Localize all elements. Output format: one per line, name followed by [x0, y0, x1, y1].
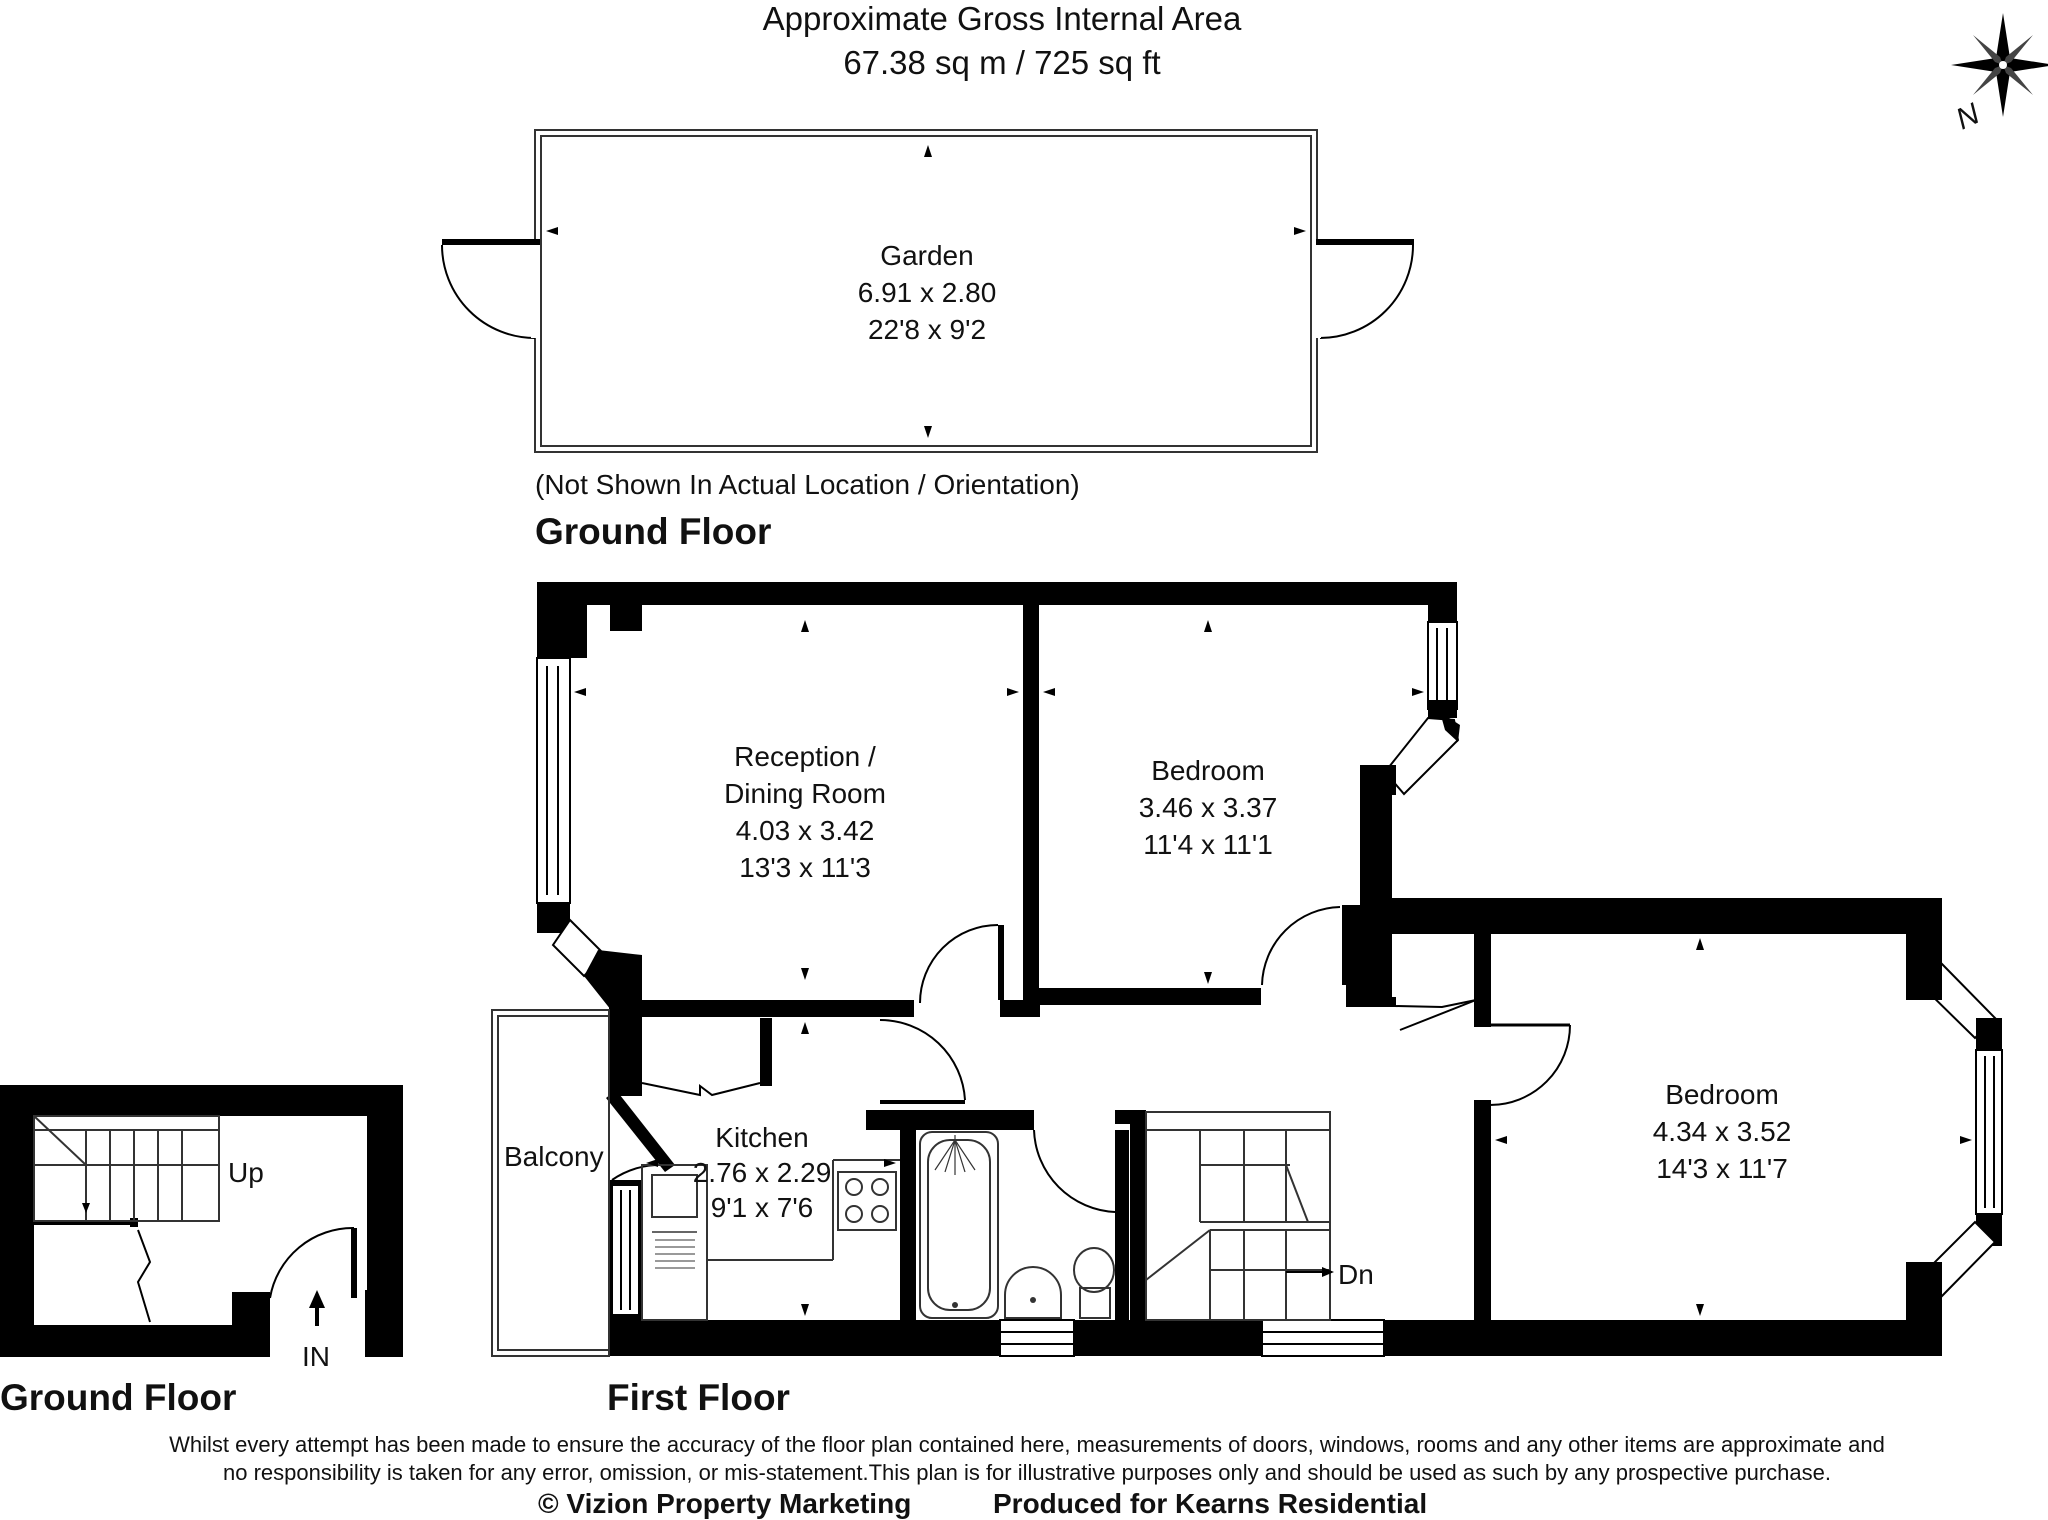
produced-for-text: Produced for Kearns Residential [993, 1488, 1428, 1519]
bedroom2-name: Bedroom [1665, 1079, 1779, 1110]
bedroom2-imperial: 14'3 x 11'7 [1656, 1153, 1788, 1184]
disclaimer-line1: Whilst every attempt has been made to ensure the accuracy of the floor plan contained here, measurements of doors, windows, rooms and any other items are approximate and [169, 1432, 1885, 1457]
first-floor-down-label: Dn [1338, 1259, 1374, 1290]
bedroom1-metric: 3.46 x 3.37 [1138, 792, 1278, 823]
balcony-name: Balcony [504, 1141, 604, 1172]
garden-imperial: 22'8 x 9'2 [867, 314, 987, 345]
ground-floor-in-label: IN [302, 1341, 330, 1372]
garden-location-note: (Not Shown In Actual Location / Orientation) [535, 469, 1080, 500]
ground-floor-label: Ground Floor [0, 1377, 237, 1418]
kitchen-imperial: 9'1 x 7'6 [710, 1192, 814, 1223]
first-floor-plan [492, 582, 2002, 1356]
ground-floor-plan [0, 1085, 403, 1357]
reception-imperial: 13'3 x 11'3 [739, 852, 871, 883]
bedroom1-imperial: 11'4 x 11'1 [1143, 829, 1273, 860]
kitchen-name: Kitchen [715, 1122, 809, 1153]
compass-north-label: N [1951, 97, 1985, 137]
gross-area-value: 67.38 sq m / 725 sq ft [843, 44, 1161, 81]
gross-area-title: Approximate Gross Internal Area [762, 0, 1242, 37]
kitchen-metric: 2.76 x 2.29 [692, 1157, 832, 1188]
disclaimer-line2: no responsibility is taken for any error, omission, or mis-statement.This plan is for illustrative purposes only and should be used as such by any prospective purchase. [222, 1460, 1832, 1485]
garden-floor-label: Ground Floor [535, 511, 772, 552]
bedroom1-name: Bedroom [1151, 755, 1265, 786]
garden-name: Garden [880, 240, 974, 271]
copyright-text: © Vizion Property Marketing [538, 1488, 912, 1519]
reception-metric: 4.03 x 3.42 [735, 815, 875, 846]
reception-name-line2: Dining Room [724, 778, 886, 809]
reception-name-line1: Reception / [734, 741, 876, 772]
bedroom2-metric: 4.34 x 3.52 [1652, 1116, 1792, 1147]
first-floor-label: First Floor [607, 1377, 790, 1418]
garden-metric: 6.91 x 2.80 [857, 277, 997, 308]
ground-floor-up-label: Up [228, 1157, 264, 1188]
